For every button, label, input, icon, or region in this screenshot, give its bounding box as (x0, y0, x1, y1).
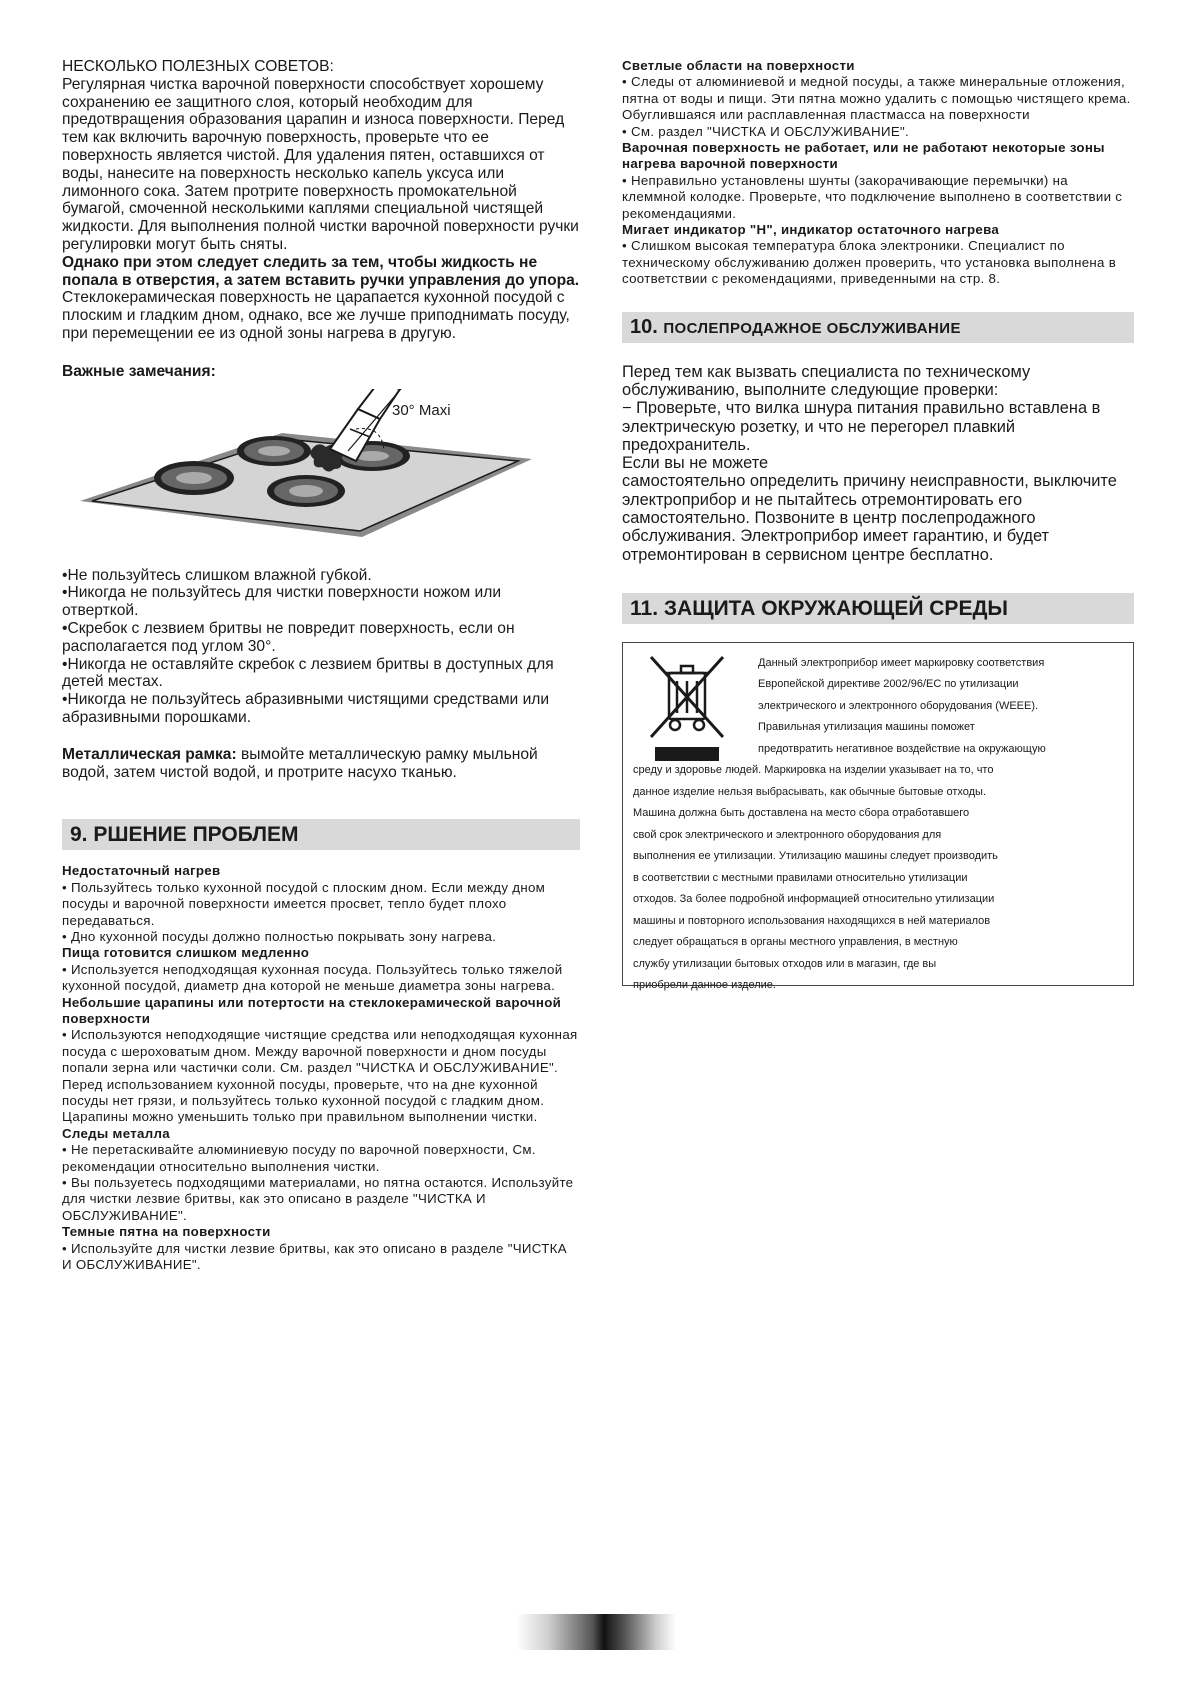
trouble-text: • Используйте для чистки лезвие бритвы, как это описано в разделе "ЧИСТКА И ОБСЛУЖИВАНИЕ". (62, 1240, 567, 1273)
trouble-text: • Не перетаскивайте алюминиевую посуду по варочной поверхности, См. рекомендации относительно выполнения чистки. (62, 1142, 536, 1174)
weee-line: Данный электроприбор имеет маркировку соответствия (758, 656, 1045, 669)
weee-line: в соответствии с местными правилами относительно утилизации (633, 871, 968, 884)
metal-frame-label: Металлическая рамка: (62, 745, 237, 763)
weee-line: следует обращаться в органы местного управления, в местную (633, 936, 958, 949)
bullet-item: •Никогда не пользуйтесь для чистки поверхности ножом или отверткой. (62, 584, 502, 620)
weee-text-bottom (633, 760, 1125, 997)
trouble-heading: Светлые области на поверхности (622, 58, 855, 73)
left-column (62, 58, 580, 1273)
trouble-text: • Неправильно установлены шунты (закорачивающие перемычки) на клеммной колодке. Проверьте, что подключение выполнено в соответствии с рекомендациями. (622, 172, 1123, 221)
tips-heading: НЕСКОЛЬКО ПОЛЕЗНЫХ СОВЕТОВ: (62, 58, 334, 75)
trouble-heading: Темные пятна на поверхности (62, 1224, 271, 1240)
trouble-text: • См. раздел "ЧИСТКА И ОБСЛУЖИВАНИЕ". (622, 123, 910, 139)
tips-text: Регулярная чистка варочной поверхности способствует хорошему сохранению ее защитного слоя, который необходим для предотвращения образования царапин и износа поверхности. Перед тем как включить варочную поверхность, проверьте что ее поверхность является чистой. Для удаления пятен, оставшихся от воды, нанесите на поверхность несколько капель уксуса или лимонного сока. Затем протрите поверхность промокательной бумагой, смоченной несколькими каплями специальной чистящей жидкости. Для выполнения полной чистки варочной поверхности ручки регулировки могут быть сняты. (62, 75, 579, 253)
weee-text-top (758, 653, 1125, 761)
weee-bar (655, 747, 719, 761)
weee-line: Машина должна быть доставлена на место сбора отработавшего (633, 807, 970, 820)
weee-line: данное изделие нельзя выбрасывать, как обычные бытовые отходы. (633, 785, 986, 798)
bullet-list (62, 567, 580, 727)
weee-line: предотвратить негативное воздействие на окружающую (758, 742, 1046, 755)
weee-line: электрического и электронного оборудования (WEEE). (758, 699, 1039, 712)
trouble-text: • Дно кухонной посуды должно полностью покрывать зону нагрева. (62, 928, 497, 944)
section-10-title (622, 312, 1134, 343)
weee-line: свой срок электрического и электронного оборудования для (633, 828, 942, 841)
trouble-heading: Недостаточный нагрев (62, 863, 221, 879)
weee-line: службу утилизации бытовых отходов или в магазин, где вы (633, 957, 937, 970)
weee-line: Правильная утилизация машины поможет (758, 721, 975, 734)
trouble-text: • Следы от алюминиевой и медной посуды, а также минеральные отложения, пятна от воды и пищи. Эти пятна можно удалить с помощью чистящего крема. Обуглившаяся или расплавленная пластмасса на поверхности (622, 74, 1131, 123)
weee-line: среду и здоровье людей. Маркировка на изделии указывает на то, что (633, 764, 994, 777)
weee-line: выполнения ее утилизации. Утилизацию машины следует производить (633, 850, 998, 863)
after-sales-if: Если вы не можете (622, 454, 769, 473)
trouble-heading: Варочная поверхность не работает, или не работают некоторые зоны нагрева варочной поверхности (622, 140, 1105, 172)
scraper-figure (62, 389, 580, 559)
hob-illustration (62, 389, 580, 559)
troubleshooting-list (62, 863, 580, 1273)
metal-frame-note (62, 746, 580, 782)
right-column (622, 58, 1134, 992)
important-heading: Важные замечания: (62, 362, 216, 380)
trouble-text: • Вы пользуетесь подходящими материалами, но пятна остаются. Используйте для чистки лезвие бритвы, как это описано в разделе "ЧИСТКА И ОБСЛУЖИВАНИЕ". (62, 1175, 574, 1223)
section-10-label: ПОСЛЕПРОДАЖНОЕ ОБСЛУЖИВАНИЕ (663, 319, 961, 337)
trouble-heading: Небольшие царапины или потертости на стеклокерамической варочной поверхности (62, 994, 562, 1026)
tips-text-2: Стеклокерамическая поверхность не царапается кухонной посудой с плоским и гладким дном, однако, все же лучше приподнимать посуду, при перемещении ее из одной зоны нагрева в другую. (62, 289, 570, 342)
metal-frame-text: вымойте металлическую рамку мыльной водой, затем чистой водой, и протрите насухо тканью. (62, 745, 538, 781)
weee-line: Европейской директиве 2002/96/EC по утилизации (758, 678, 1019, 691)
after-sales-text (622, 363, 1134, 564)
trouble-text: • Используется неподходящая кухонная посуда. Пользуйтесь только тяжелой кухонной посудой, диаметр дна которой не меньше диаметра зоны нагрева. (62, 961, 563, 994)
bullet-item: •Никогда не оставляйте скребок с лезвием бритвы в доступных для детей местах. (62, 655, 554, 691)
section-10-number: 10. (630, 315, 658, 338)
trouble-heading: Следы металла (62, 1125, 170, 1141)
trouble-text: • Используются неподходящие чистящие средства или неподходящая кухонная посуда с шероховатым дном. Между варочной поверхности и дном посуды попали зерна или частички соли. См. раздел "ЧИСТКА И ОБСЛУЖИВАНИЕ". Перед использованием кухонной посуды, проверьте, что на дне кухонной посуды нет грязи, и пользуйтесь только кухонной посудой с гладким дном. Царапины можно уменьшить только при правильном выполнении чистки. (62, 1027, 578, 1125)
trouble-text: • Пользуйтесь только кухонной посудой с плоским дном. Если между дном посуды и варочной поверхности имеется просвет, тепло будет плохо передаваться. (62, 879, 546, 928)
bullet-item: •Никогда не пользуйтесь абразивными чистящими средствами или абразивными порошками. (62, 691, 550, 726)
weee-line: машины и повторного использования находящихся в ней материалов (633, 914, 991, 927)
bullet-item: •Не пользуйтесь слишком влажной губкой. (62, 566, 372, 584)
trouble-heading: Пища готовится слишком медленно (62, 945, 310, 961)
after-sales-body: самостоятельно определить причину неисправности, выключите электроприбор и не пытайтесь отремонтировать его самостоятельно. Позвоните в центр послепродажного обслуживания. Электроприбор имеет гарантию, и будет отремонтирован в сервисном центре бесплатно. (622, 472, 1117, 564)
after-sales-check: − Проверьте, что вилка шнура питания правильно вставлена в электрическую розетку, и что не перегорел плавкий предохранитель. (622, 399, 1101, 454)
bullet-item: •Скребок с лезвием бритвы не повредит поверхность, если он располагается под углом 30°. (62, 619, 515, 655)
trouble-text: • Слишком высокая температура блока электроники. Специалист по техническому обслуживанию должен проверить, что установка выполнена в соответствии с рекомендациями, приведенными на стр. 8. (622, 238, 1117, 287)
angle-label: 30° Maxi (392, 401, 451, 419)
section-9-title: 9. РШЕНИЕ ПРОБЛЕМ (62, 819, 580, 850)
section-11-title: 11. ЗАЩИТА ОКРУЖАЮЩЕЙ СРЕДЫ (622, 593, 1134, 624)
weee-notice (622, 642, 1134, 992)
after-sales-intro: Перед тем как вызвать специалиста по техническому обслуживанию, выполните следующие проверки: (622, 362, 1031, 399)
page-footer-gradient (516, 1614, 676, 1650)
crossed-bin-icon (639, 653, 735, 761)
weee-line: приобрели данное изделие. (633, 979, 776, 992)
tips-warning: Однако при этом следует следить за тем, чтобы жидкость не попала в отверстия, а затем вставить ручки управления до упора. (62, 253, 580, 289)
troubleshooting-list-continued (622, 58, 1134, 288)
weee-line: отходов. За более подробной информацией относительно утилизации (633, 893, 995, 906)
trouble-heading: Мигает индикатор "H", индикатор остаточного нагрева (622, 222, 1000, 238)
